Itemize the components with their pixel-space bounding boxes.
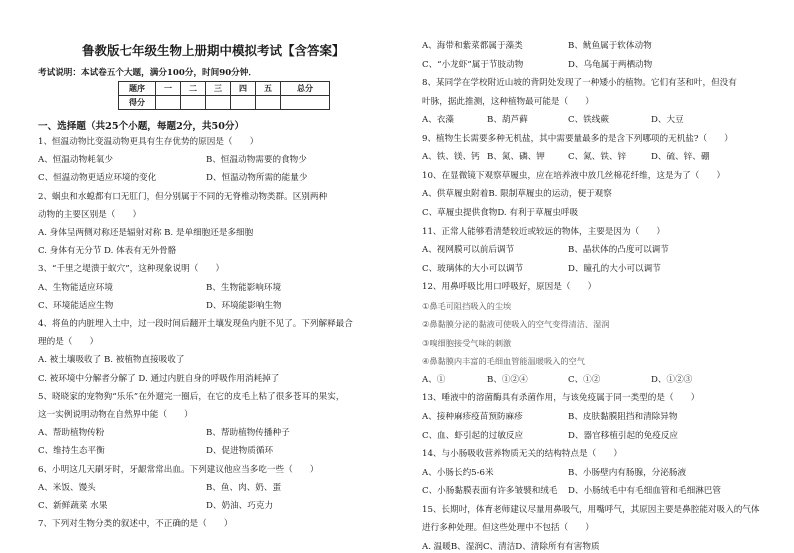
statement-line: ③嗅细胞接受气味的刺激 [422, 337, 512, 348]
question-line: 2、蜗虫和水螅都有口无肛门，但分别属于不同的无脊椎动物类群。区别两种 [38, 191, 328, 202]
question-line: 10、在显微镜下观察草履虫，应在培养液中放几丝棉花纤维，这是为了（ ） [422, 170, 726, 181]
score-row-label: 得分 [119, 96, 156, 110]
option-text: C、草履虫提供食物D. 有利于草履虫呼吸 [422, 207, 579, 218]
option-text: A、帮助植物传粉 [38, 428, 105, 439]
question-line: 进行多种处理。但这些处理中不包括（ ） [422, 523, 594, 534]
question-line: 6、小明这几天刷牙时，牙龈常常出血。下列建议他应当多吃一些（ ） [38, 464, 319, 475]
score-cell [256, 96, 281, 110]
option-text: B、生物能影响环境 [206, 282, 282, 293]
question-line: 这一实例说明动物在自然界中能（ ） [38, 410, 193, 420]
score-header-cell: 二 [181, 82, 206, 96]
score-header-cell: 三 [206, 82, 231, 96]
question-line: C. 身体有无分节 D. 体表有无外骨骼 [38, 246, 177, 257]
option-text: C、小肠黏膜表面有许多皱襞和绒毛 [422, 486, 558, 497]
question-line: 5、晓晓家的宠物狗“乐乐”在外遛完一圈后，在它的皮毛上粘了很多苍耳的果实， [38, 391, 345, 402]
option-text: C、“小龙虾”属于节肢动物 [422, 59, 524, 70]
question-line: C. 被环境中分解者分解了 D. 通过内脏自身的呼吸作用消耗掉了 [38, 373, 280, 384]
score-table-header-row [119, 82, 330, 96]
score-cell [181, 96, 206, 110]
option-text: A、小肠长约5-6米 [422, 467, 494, 478]
option-text: D、①②③ [651, 374, 693, 385]
option-text: C、氮、铁、锌 [568, 152, 627, 163]
statement-line: ④鼻黏膜内丰富的毛细血管能温暖吸入的空气 [422, 356, 585, 367]
option-text: D、大豆 [651, 115, 684, 126]
option-text: B、鱼、肉、奶、蛋 [206, 482, 282, 493]
statement-line: ①鼻毛可阻挡吸入的尘埃 [422, 300, 512, 311]
exam-note: 考试说明：本试卷五个大题，满分100分，时间90分钟． [38, 68, 257, 78]
score-cell [206, 96, 231, 110]
score-cell [231, 96, 256, 110]
question-line: A. 被土壤吸收了 B. 被植物直接吸收了 [38, 355, 185, 366]
option-text: B、氮、磷、钾 [487, 152, 545, 163]
option-text: D、小肠绒毛中有毛细血管和毛细淋巴管 [568, 486, 721, 497]
question-line: A. 温暖B、湿润C、清洁D、清除所有有害物质 [422, 541, 600, 552]
option-text: A、衣藻 [422, 115, 454, 126]
question-line: 叶脉，据此推测，这种植物最可能是（ ） [422, 96, 594, 107]
option-text: C、恒温动物更适应环境的变化 [38, 173, 157, 184]
option-text: B、葫芦藓 [487, 115, 528, 126]
question-line: 12、用鼻呼吸比用口呼吸好，原因是（ ） [422, 282, 597, 293]
statement-line: ②鼻黏膜分泌的黏液可使吸入的空气变得清洁、湿润 [422, 319, 610, 330]
question-line: 14、与小肠吸收营养物质无关的结构特点是（ ） [422, 449, 622, 460]
option-text: C、环境能适应生物 [38, 300, 114, 311]
option-text: C、新鲜蔬菜 水果 [38, 501, 108, 511]
option-text: B、小肠壁内有肠腺，分泌肠液 [568, 467, 687, 478]
option-text: B、晶状体的凸度可以调节 [568, 245, 669, 256]
option-text: B、恒温动物需要的食物少 [206, 155, 307, 166]
option-text: D、乌龟属于两栖动物 [568, 59, 653, 70]
option-text: C、维持生态平衡 [38, 446, 105, 457]
option-text: A、海带和紫菜都属于藻类 [422, 41, 523, 51]
option-text: C、①② [568, 374, 601, 385]
option-text: B、①②④ [487, 374, 528, 385]
section-heading: 一、选择题（共25个小题，每题2分，共50分） [38, 121, 245, 132]
page-title: 鲁教版七年级生物上册期中模拟考试【含答案】 [82, 43, 345, 58]
option-text: D、促进物质循环 [206, 446, 274, 457]
question-line: 动物的主要区别是（ ） [38, 209, 142, 220]
question-line: A. 身体呈两侧对称还是辐射对称 B. 是单细胞还是多细胞 [38, 228, 254, 238]
option-text: B、鱿鱼属于软体动物 [568, 41, 652, 51]
option-text: A、① [422, 374, 446, 385]
option-text: B、皮肤黏膜阻挡和清除异物 [568, 412, 678, 422]
option-text: A、恒温动物耗氧少 [38, 155, 113, 166]
score-table [118, 81, 330, 110]
question-line: 15、长期吋，体育老师建议尽量用鼻吸气，用嘴呼气，其原因主要是鼻腔能对吸入的气体 [422, 504, 760, 515]
option-text: A、接种麻疹疫苗预防麻疹 [422, 412, 523, 422]
score-header-cell: 五 [256, 82, 281, 96]
option-text: D、器官移植引起的免疫反应 [568, 430, 679, 441]
option-text: D、恒温动物所需的能量少 [206, 173, 308, 184]
option-text: A、生物能适应环境 [38, 282, 113, 293]
score-table-row [119, 96, 330, 110]
score-header-cell: 题序 [119, 82, 156, 96]
option-text: C、玻璃体的大小可以调节 [422, 263, 524, 274]
option-text: D、瞳孔的大小可以调节 [568, 263, 661, 274]
question-line: 8、某同学在学校附近山坡的背阴处发现了一种矮小的植物。它们有茎和叶，但没有 [422, 78, 737, 89]
question-line: 理的是（ ） [38, 337, 99, 348]
option-text: A、铁、镁、钙 [422, 152, 480, 163]
question-line: 4、将鱼的内脏埋入土中，过一段时间后翻开土壤发现鱼内脏不见了。下列解释最合 [38, 319, 353, 329]
option-text: C、铁线蕨 [568, 115, 609, 126]
score-header-cell: 一 [156, 82, 181, 96]
question-line: 9、植物生长需要多种无机盐，其中需要量最多的是含下列哪项的无机盐?（ ） [422, 133, 733, 144]
option-text: D、硫、锌、硼 [651, 152, 710, 163]
option-text: A、视网膜可以前后调节 [422, 245, 515, 256]
score-header-cell: 四 [231, 82, 256, 96]
question-line: 11、正常人能够看清楚较近或较远的物体，主要是因为（ ） [422, 226, 665, 237]
question-line: 1、恒温动物比变温动物更具有生存优势的原因是（ ） [38, 137, 259, 147]
option-text: D、环境能影响生物 [206, 300, 282, 311]
question-line: 7、下列对生物分类的叙述中，不正确的是（ ） [38, 519, 233, 530]
question-line: 3、“千里之堤溃于蚁穴”，这种现象说明（ ） [38, 264, 225, 275]
option-text: A、米饭、馒头 [38, 482, 96, 493]
score-header-cell: 总分 [281, 82, 330, 96]
option-text: D、奶油、巧克力 [206, 501, 274, 511]
question-line: 13、唾液中的溶菌酶具有杀菌作用，与该免疫属于同一类型的是（ ） [422, 393, 700, 404]
option-text: C、血、虾引起的过敏反应 [422, 430, 524, 441]
option-text: A、供草履虫附着B. 限制草履虫的运动，便于观察 [422, 189, 612, 200]
score-cell [156, 96, 181, 110]
score-cell [281, 96, 330, 110]
option-text: B、帮助植物传播种子 [206, 428, 290, 439]
